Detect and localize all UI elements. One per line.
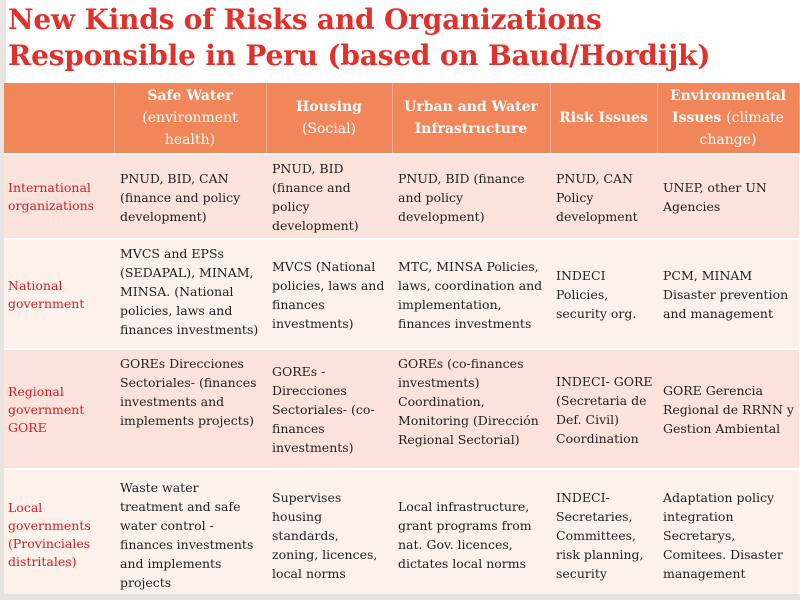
- table-cell: Local infrastructure, grant programs from nat. Gov. licences, dictates local norms: [392, 469, 550, 599]
- header-urban-water-infrastructure: Urban and Water Infrastructure: [392, 83, 550, 154]
- table-cell: UNEP, other UN Agencies: [657, 154, 799, 239]
- risk-organizations-table: [4, 83, 800, 599]
- table-cell: PNUD, BID (finance and policy development): [392, 154, 550, 239]
- table-cell: GOREs Direcciones Sectoriales- (finances investments and implements projects): [114, 349, 266, 469]
- table-row-national: [4, 239, 799, 349]
- table-cell: INDECI Policies, security org.: [550, 239, 657, 349]
- table-cell: Waste water treatment and safe water control - finances investments and implements projects: [114, 469, 266, 599]
- table-row-regional: [4, 349, 799, 469]
- table-cell: GORE Gerencia Regional de RRNN y Gestion Ambiental: [657, 349, 799, 469]
- slide-title: [8, 2, 798, 74]
- table-cell: INDECI- GORE (Secretaria de Def. Civil) Coordination: [550, 349, 657, 469]
- table-cell: PNUD, BID (finance and policy development): [266, 154, 392, 239]
- title-line-1: New Kinds of Risks and Organizations: [8, 3, 602, 36]
- table-cell: GOREs (co-finances investments) Coordination, Monitoring (Dirección Regional Sectorial): [392, 349, 550, 469]
- row-label: Local governments (Provinciales distritales): [4, 469, 114, 599]
- header-safe-water: Safe Water (environment health): [114, 83, 266, 154]
- table-row-international: [4, 154, 799, 239]
- row-label: International organizations: [4, 154, 114, 239]
- row-label: National government: [4, 239, 114, 349]
- table-cell: PNUD, CAN Policy development: [550, 154, 657, 239]
- table-cell: PCM, MINAM Disaster prevention and management: [657, 239, 799, 349]
- header-environmental-issues: Environmental Issues (climate change): [657, 83, 799, 154]
- table-row-local: [4, 469, 799, 599]
- table-cell: MVCS (National policies, laws and finances investments): [266, 239, 392, 349]
- header-risk-issues: Risk Issues: [550, 83, 657, 154]
- slide-frame-bottom: [0, 594, 800, 600]
- row-label: Regional government GORE: [4, 349, 114, 469]
- table-cell: MTC, MINSA Policies, laws, coordination and implementation, finances investments: [392, 239, 550, 349]
- table-cell: PNUD, BID, CAN (finance and policy development): [114, 154, 266, 239]
- header-housing: Housing (Social): [266, 83, 392, 154]
- table-cell: Supervises housing standards, zoning, licences, local norms: [266, 469, 392, 599]
- title-line-2: Responsible in Peru (based on Baud/Hordijk): [8, 39, 711, 72]
- header-row: [4, 83, 799, 154]
- table-cell: GOREs -Direcciones Sectoriales- (co-finances investments): [266, 349, 392, 469]
- table-cell: MVCS and EPSs (SEDAPAL), MINAM, MINSA. (National policies, laws and finances investments): [114, 239, 266, 349]
- table-cell: INDECI- Secretaries, Committees, risk planning, security: [550, 469, 657, 599]
- table-cell: Adaptation policy integration Secretarys, Comitees. Disaster management: [657, 469, 799, 599]
- header-corner: [4, 83, 114, 154]
